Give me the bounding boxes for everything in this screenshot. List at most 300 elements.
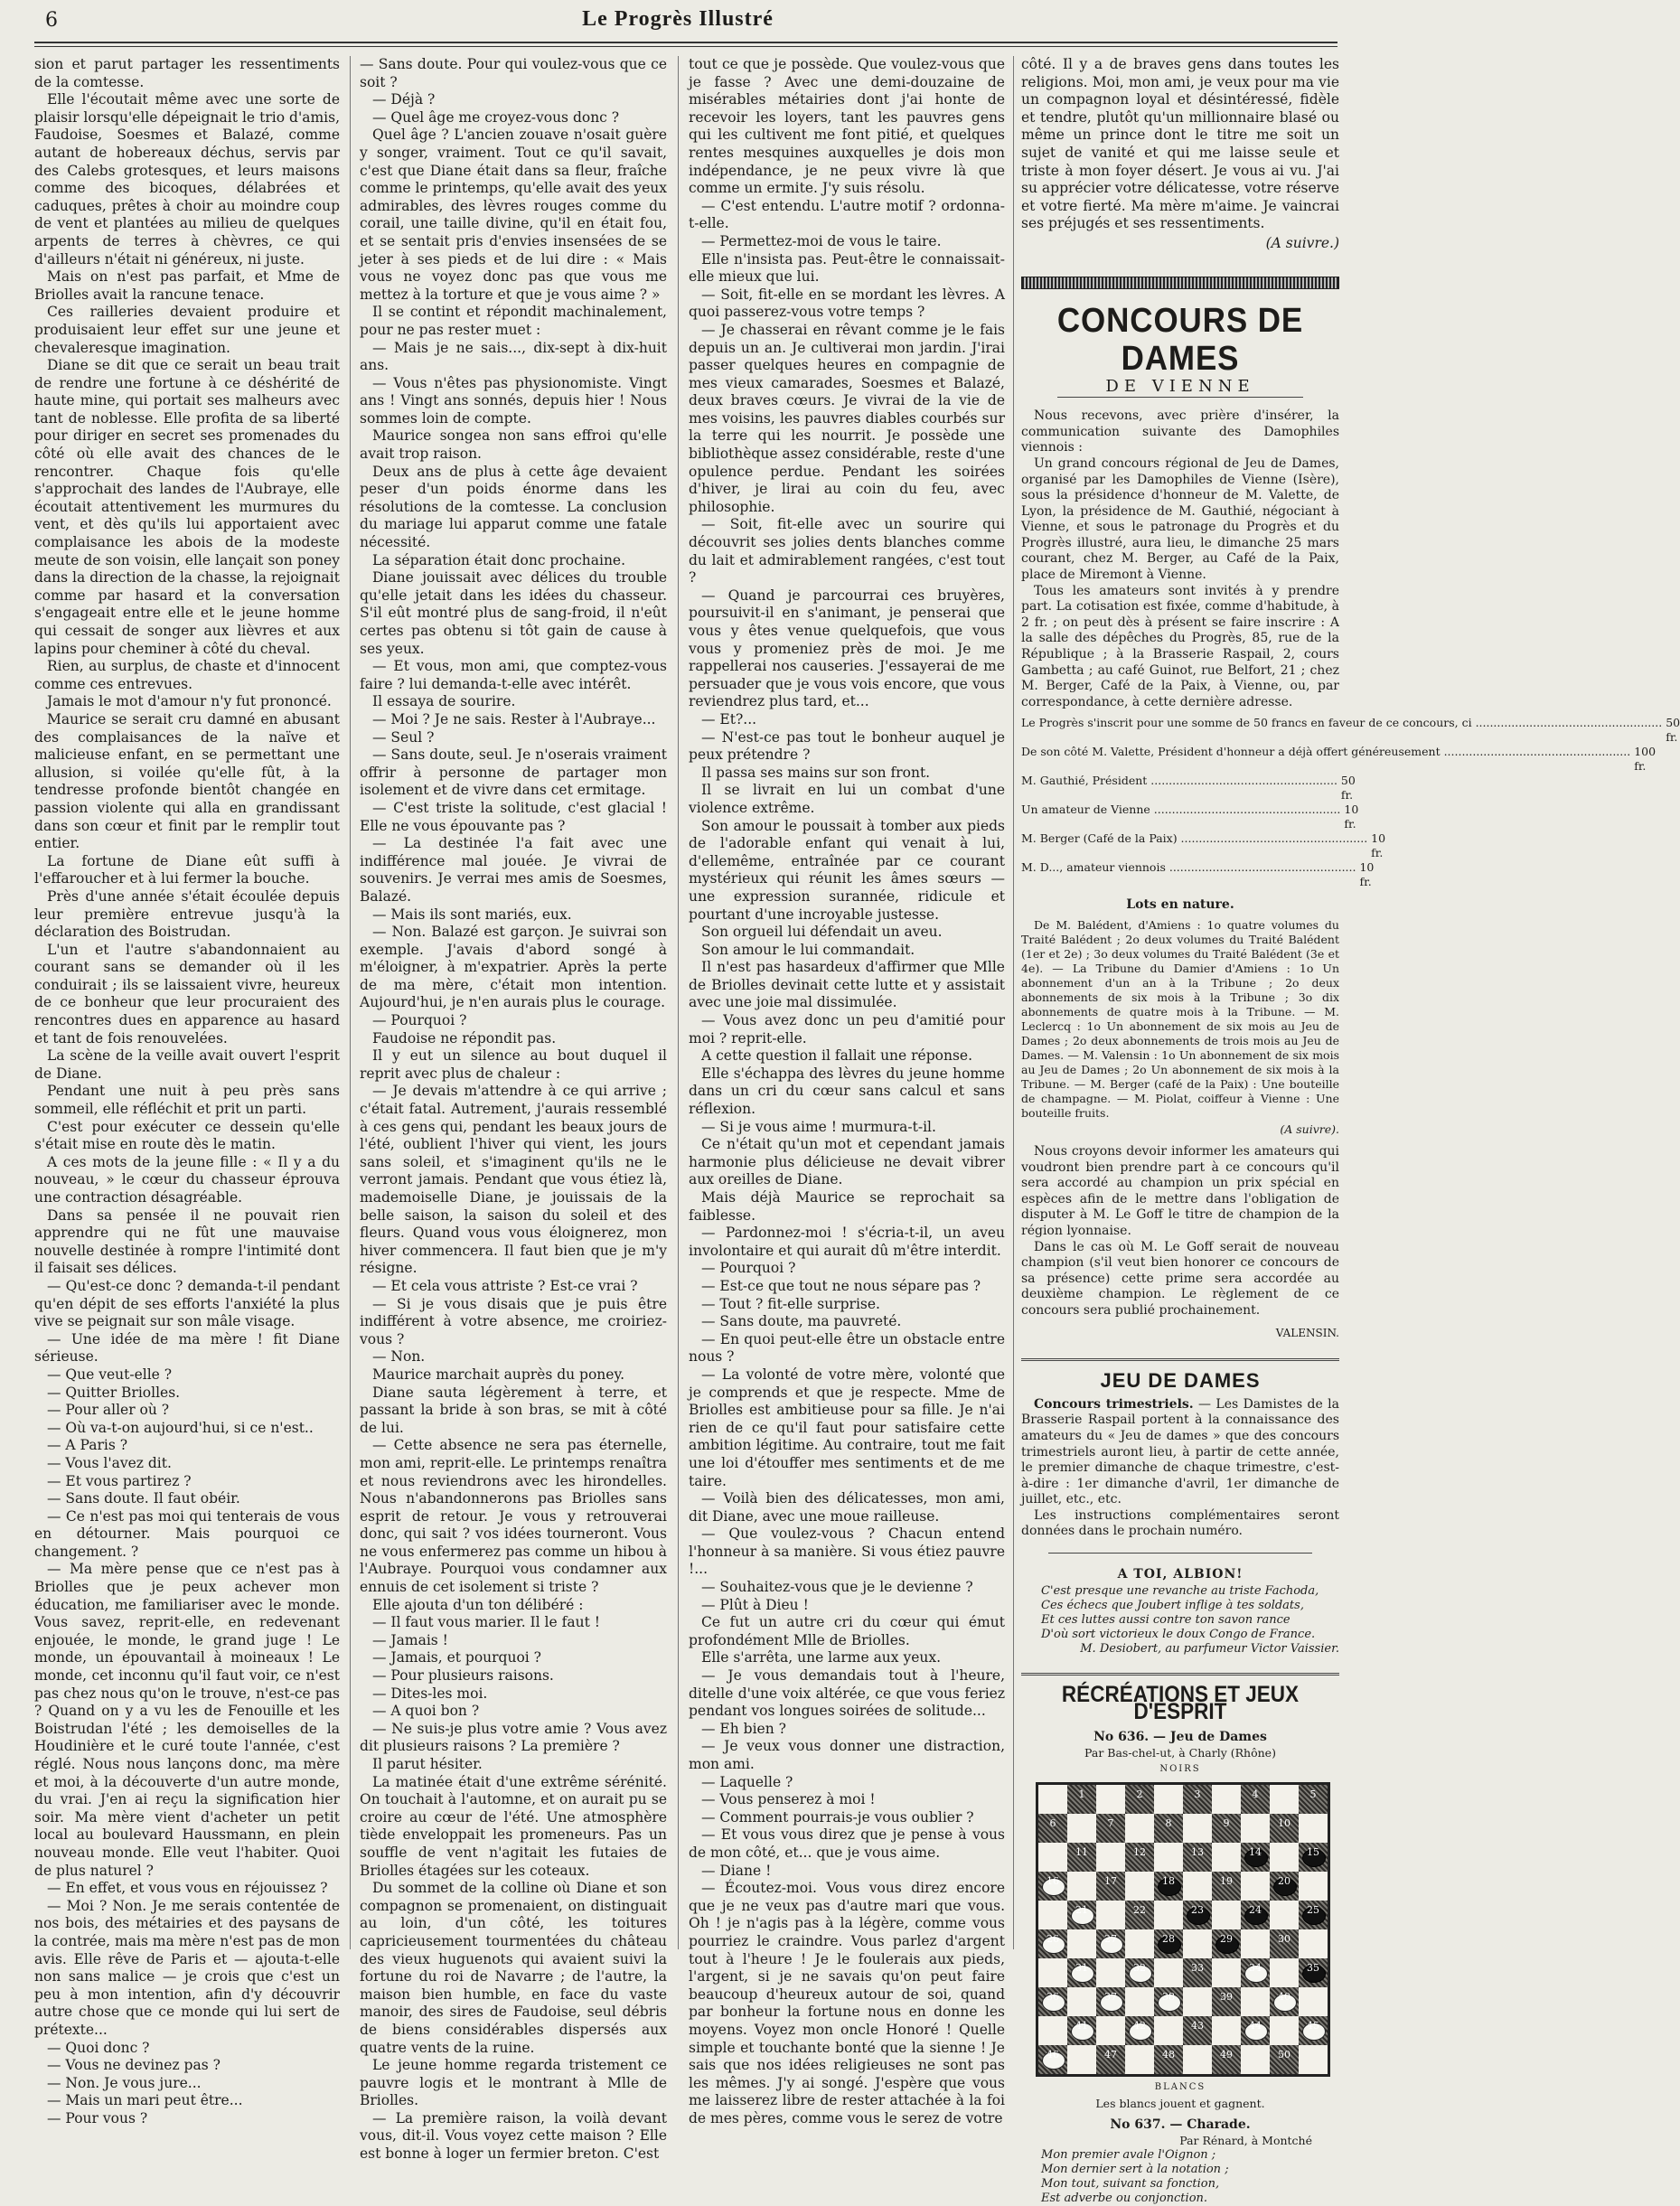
square-number: 19 (1220, 1875, 1233, 1888)
story-paragraph: — Vous ne devinez pas ? (47, 2057, 221, 2074)
board-square-light (1038, 1843, 1067, 1872)
square-number: 50 (1278, 2049, 1291, 2061)
story-paragraph: — Diane ! (701, 1862, 772, 1879)
story-paragraph: — En effet, et vous vous en réjouissez ? (47, 1880, 328, 1897)
board-square-light (1067, 1929, 1096, 1958)
square-number: 28 (1162, 1933, 1175, 1946)
story-paragraph: Diane jouissait avec délices du trouble qu'elle jetait dans les idées du chasseur. S'il eût montré plus de sang-froid, il n'eût certes pas obtenu si tôt gain de cause à ses yeux. (360, 569, 667, 657)
jeu-body: — Les Damistes de la Brasserie Raspail portent à la connaissance des amateurs du « Jeu de dames » que des concours trimestriels auront lieu, à partir de cette année, le premier dimanche de chaque trimestre, c'est-à-dire : 1er dimanche d'avril, 1er dimanche de juillet, etc., etc. (1021, 1396, 1339, 1507)
story-paragraph: — Et cela vous attriste ? Est-ce vrai ? (372, 1277, 638, 1294)
story-paragraph: — Mais un mari peut être... (47, 2092, 243, 2109)
square-number: 22 (1133, 1904, 1146, 1917)
story-column-1 (34, 56, 340, 2126)
board-label-blancs: BLANCS (1154, 2082, 1206, 2093)
story-paragraph: — Ma mère pense que ce n'est pas à Briolles que je peux achever mon éducation, me familiariser avec le monde. Vous savez, reprit-elle, en redevenant enjouée, le monde, le grand juge ! Le monde, un épouvantail à moineaux ! Le monde, cet inconnu qu'il faut voir, ce n'est pas chez nous qu'on le trouve, n'est-ce pas ? Quand on y a vu les de Fenouille et les Boistrudan l'été ; les demoiselles de la Houdinière et le curé toute l'année, c'est réglé. Nous nous lançons donc, ma mère et moi, à la découverte d'un autre monde, du vrai. J'en ai reçu la signification hier soir. Ma mère vient d'acheter un petit local au boulevard Haussmann, en plein nouveau monde. Elle veut l'habiter. Quoi de plus naturel ? (34, 1561, 340, 1879)
verse-line: Mon dernier sert à la notation ; (1041, 2163, 1229, 2177)
board-square-light (1125, 1929, 1154, 1958)
story-paragraph: — Je chasserai en rêvant comme je le fais depuis un an. Je cultiverai mon jardin. J'irai passer quelques heures en compagnie de mes vieux camarades, Soesmes et Balazé, deux braves cœurs. Je vivrai de la vie de mes voisins, les pauvres diables courbés sur la terre qui les nourrit. Je possède une bibliothèque assez considérable, reste d'une opulence perdue. Pendant les soirées d'hiver, je lirai au coin du feu, avec philosophie. (689, 321, 1005, 515)
story-paragraph: — Voilà bien des délicatesses, mon ami, dit Diane, avec une moue railleuse. (689, 1490, 1005, 1525)
board-square-light (1299, 1987, 1328, 2016)
jeu-lead: Concours trimestriels. (1034, 1396, 1194, 1412)
square-number: 16 (1046, 1875, 1059, 1888)
column-divider (350, 56, 351, 1949)
board-square-light (1038, 2016, 1067, 2045)
square-number: 8 (1165, 1817, 1172, 1830)
prize-amount: 100 fr. (1634, 745, 1657, 774)
story-paragraph: Près d'une année s'était écoulée depuis leur première entrevue jusqu'à la déclaration des Boistrudan. (34, 887, 340, 941)
lots-a-suivre: (A suivre). (1280, 1122, 1339, 1136)
board-square-dark (1125, 1901, 1154, 1929)
square-number: 30 (1278, 1933, 1291, 1946)
board-square-light (1241, 2045, 1270, 2074)
board-square-light (1270, 1958, 1299, 1987)
story-paragraph: Il se livrait en lui un combat d'une violence extrême. (689, 782, 1005, 816)
story-paragraph: — Déjà ? (372, 91, 436, 108)
story-paragraph: — Sans doute. Il faut obéir. (47, 1490, 240, 1507)
story-paragraph: Son amour le lui commandait. (701, 941, 915, 958)
board-square-light (1241, 1929, 1270, 1958)
board-square-dark (1270, 1814, 1299, 1843)
square-number: 49 (1220, 2049, 1233, 2061)
story-paragraph: — Sans doute, seul. Je n'oserais vraiment offrir à personne de partager mon isolement et de vivre dans cet ermitage. (360, 746, 667, 799)
story-paragraph: La scène de la veille avait ouvert l'esprit de Diane. (34, 1047, 340, 1082)
concours-title: CONCOURS DE DAMES (1056, 301, 1304, 378)
story-paragraph: — Seul ? (372, 728, 435, 746)
story-paragraph: Dans sa pensée il ne pouvait rien apprendre qui ne fût une mauvaise nouvelle destinée à rompre l'intimité dont il faisait ses délices. (34, 1206, 340, 1277)
square-number: 41 (1075, 2020, 1088, 2032)
story-paragraph: La séparation était donc prochaine. (372, 551, 626, 568)
story-paragraph: — Je veux vous donner une distraction, mon ami. (689, 1738, 1005, 1772)
square-number: 13 (1191, 1846, 1204, 1859)
board-square-dark (1241, 1901, 1270, 1929)
story-paragraph: — Tout ? fit-elle surprise. (701, 1295, 880, 1312)
prize-row (1021, 745, 1657, 774)
story-paragraph: — Quand je parcourrai ces bruyères, poursuivit-il en s'animant, je penserai que vous y êtes venue quelquefois, que vous vous y promeniez près de moi. Je me rappellerai nos causeries. J'essayerai de me persuader que je vous vois encore, que vous reviendrez plus tard, et... (689, 587, 1005, 710)
story-paragraph: — Moi ? Je ne sais. Rester à l'Aubraye... (372, 710, 656, 728)
board-square-light (1154, 1958, 1183, 1987)
board-square-dark (1154, 1929, 1183, 1958)
square-number: 2 (1136, 1788, 1143, 1801)
story-paragraph: Il parut hésiter. (372, 1756, 483, 1772)
square-number: 37 (1104, 1991, 1117, 2004)
square-number: 9 (1223, 1817, 1230, 1830)
board-square-light (1067, 1814, 1096, 1843)
verse-line: D'où sort victorieux le doux Congo de France. (1041, 1627, 1316, 1641)
albion-title: A TOI, ALBION! (1117, 1567, 1244, 1582)
story-paragraph: — Soit, fit-elle en se mordant les lèvres. A quoi passerez-vous votre temps ? (689, 286, 1005, 321)
story-paragraph: — Je vous demandais tout à l'heure, ditelle d'une voix altérée, ce que vous feriez pendant vos longues soirées de solitude... (689, 1667, 1005, 1720)
story-paragraph: — Si je vous disais que je puis être indifférent à votre absence, me croiriez-vous ? (360, 1295, 667, 1347)
concours-paragraph: Tous les amateurs sont invités à y prendre part. La cotisation est fixée, comme d'habitude, à 2 fr. ; on peut dès à présent se faire inscrire : A la salle des dépêches du Progrès, 85, rue de la République ; à la Brasserie Raspail, 2, cours Gambetta ; au café Guinot, rue Belfort, 21 ; chez M. Berger, Café de la Paix, à Vienne, ou, par correspondance, à cette dernière adresse. (1021, 583, 1339, 709)
square-number: 47 (1104, 2049, 1117, 2061)
board-square-dark (1212, 1929, 1241, 1958)
story-paragraph: — Pourquoi ? (372, 1012, 467, 1029)
story-paragraph: Elle n'insista pas. Peut-être le connaissait-elle mieux que lui. (689, 250, 1005, 286)
square-number: 6 (1049, 1817, 1056, 1830)
board-square-dark (1067, 1785, 1096, 1814)
prize-amount: 10 fr. (1344, 803, 1359, 831)
square-number: 26 (1046, 1933, 1059, 1946)
square-number: 17 (1104, 1875, 1117, 1888)
square-number: 5 (1309, 1788, 1317, 1801)
prize-amount: 50 fr. (1666, 716, 1680, 745)
signature: VALENSIN. (1275, 1326, 1339, 1339)
square-number: 25 (1307, 1904, 1319, 1917)
story-paragraph: Le jeune homme regarda tristement ce pauvre logis et le montrant à Mlle de Briolles. (360, 2057, 667, 2109)
story-paragraph: — Souhaitez-vous que je le devienne ? (701, 1579, 973, 1596)
story-paragraph: — Si je vous aime ! murmura-t-il. (701, 1118, 936, 1135)
story-paragraph: — Quel âge me croyez-vous donc ? (372, 108, 620, 126)
story-paragraph: Il y eut un silence au bout duquel il reprit avec plus de chaleur : (360, 1047, 667, 1082)
story-paragraph: Ce n'était qu'un mot et cependant jamais harmonie plus délicieuse ne devait vibrer aux oreilles de Diane. (689, 1136, 1005, 1188)
board-square-light (1154, 1785, 1183, 1814)
story-paragraph: — Non. Balazé est garçon. Je suivrai son exemple. J'avais d'abord songé à m'éloigner, à m'expatrier. Après la perte de ma mère, c'était mon intention. Aujourd'hui, je n'en aurais plus le courage. (360, 924, 667, 1011)
story-paragraph: Mais déjà Maurice se reprochait sa faiblesse. (689, 1189, 1005, 1224)
board-square-dark (1183, 1785, 1212, 1814)
board-square-dark (1270, 1987, 1299, 2016)
albion-author: M. Desiobert, au parfumeur Victor Vaissier. (1080, 1641, 1339, 1656)
square-number: 20 (1278, 1875, 1291, 1888)
board-square-dark (1154, 2045, 1183, 2074)
masthead-title: Le Progrès Illustré (582, 7, 774, 31)
story-paragraph: A ces mots de la jeune fille : « Il y a du nouveau, » le cœur du chasseur éprouva une contraction désagréable. (34, 1153, 340, 1206)
story-paragraph: Quel âge ? L'ancien zouave n'osait guère y songer, vraiment. Tout ce qu'il savait, c'est que Diane était dans sa fleur, fraîche comme le printemps, qu'elle avait des yeux admirables, des lèvres rouges comme du corail, une taille divine, qu'il en était fou, et se sentait pris d'envies insensées de se jeter à ses pieds et de lui dire : « Mais vous ne voyez donc pas que vous me mettez à la torture et que je vous aime ? » (360, 127, 668, 303)
board-square-light (1212, 1785, 1241, 1814)
jeu-body-2: Les instructions complémentaires seront données dans le prochain numéro. (1021, 1507, 1339, 1539)
story-paragraph: — C'est triste la solitude, c'est glacial ! Elle ne vous épouvante pas ? (360, 799, 667, 834)
square-number: 4 (1252, 1788, 1259, 1801)
header-rule (34, 42, 1337, 43)
story-paragraph: Il se contint et répondit machinalement, pour ne pas rester muet : (360, 304, 667, 338)
story-paragraph: — Qu'est-ce donc ? demanda-t-il pendant qu'en dépit de ses efforts l'anxiété la plus vive se peignait sur son mâle visage. (34, 1277, 340, 1330)
board-square-light (1096, 2016, 1125, 2045)
story-paragraph: — Sans doute. Pour qui voulez-vous que ce soit ? (360, 56, 667, 90)
square-number: 43 (1191, 2020, 1204, 2032)
board-square-dark (1212, 2045, 1241, 2074)
story-paragraph: Maurice songea non sans effroi qu'elle avait trop raison. (360, 427, 667, 463)
divider (1048, 1553, 1312, 1554)
board-square-light (1154, 2016, 1183, 2045)
board-square-dark (1038, 1814, 1067, 1843)
board-square-dark (1270, 2045, 1299, 2074)
story-paragraph: Diane se dit que ce serait un beau trait de rendre une fortune à ce déshérité de haute mine, qui portait ses malheurs avec tant de noblesse. Elle profita de sa liberté pour diriger en secret ses promenades du côté où elle avait des chances de le rencontrer. Chaque fois qu'elle s'approchait des landes de l'Aubraye, elle écoutait attentivement les murmures du vent, et dès qu'ils lui apportaient avec complaisance les abois de la modeste meute de son voisin, elle lançait son poney dans la direction de la chasse, la rejoignait comme par hasard et la conversation s'engageait entre elle et le jeune homme qui cessait de songer aux lièvres et aux lapins pour cheminer à côté du cheval. (34, 357, 340, 657)
story-paragraph: — Et vous, mon ami, que comptez-vous faire ? lui demanda-t-elle avec intérêt. (360, 658, 667, 692)
square-number: 23 (1191, 1904, 1204, 1917)
board-square-dark (1241, 1785, 1270, 1814)
story-conclusion (1021, 56, 1339, 233)
story-paragraph: — Une idée de ma mère ! fit Diane sérieuse. (34, 1330, 340, 1366)
square-number: 21 (1075, 1904, 1088, 1917)
square-number: 10 (1278, 1817, 1291, 1830)
board-square-dark (1270, 1929, 1299, 1958)
board-square-light (1096, 1785, 1125, 1814)
board-square-light (1299, 1814, 1328, 1843)
story-paragraph: côté. Il y a de braves gens dans toutes les religions. Moi, mon ami, je veux pour ma vie un compagnon loyal et désintéressé, fidèle et tendre, plutôt qu'un millionnaire blasé ou même un prince dont le titre me soit un sujet de vanité et qui me laisse seule et triste à mon foyer désert. Je vous ai vu. J'ai su apprécier votre délicatesse, votre réserve et votre fierté. Ma mère m'aime. Je vaincrai ses préjugés et ses ressentiments. (1021, 56, 1339, 232)
story-paragraph: — Est-ce que tout ne nous sépare pas ? (701, 1277, 981, 1294)
story-paragraph: tout ce que je possède. Que voulez-vous que je fasse ? Avec une demi-douzaine de misérables métairies dont j'ai honte de recevoir les loyers, tant les pauvres gens qui les cultivent me font pitié, et quelques rentes mesquines auxquelles je dois mon indépendance, je ne peux vivre là que comme un ermite. J'y suis résolu. (689, 56, 1005, 197)
board-square-light (1212, 2016, 1241, 2045)
board-square-light (1038, 1901, 1067, 1929)
story-paragraph: Mais on n'est pas parfait, et Mme de Briolles avait la rancune tenace. (34, 268, 340, 303)
square-number: 32 (1133, 1962, 1146, 1975)
story-paragraph: — Écoutez-moi. Vous vous direz encore que je ne veux pas d'autre mari que vous. Oh ! je n'agis pas à la légère, comme vous pourriez le craindre. Vous parlez d'argent tout à l'heure ! Je le foulerais aux pieds, l'argent, si je ne savais qu'on peut faire beaucoup d'heureux autour de soi, quand par bonheur la fortune nous en donne les moyens. Voyez mon oncle Honoré ! Quelle simple et touchante bonté que la sienne ! Je sais que nos idées religieuses ne sont pas les mêmes. J'y ai songé. J'espère que vous me laisserez libre de rester attachée à la foi de mes pères, comme vous le serez de votre (689, 1880, 1005, 2126)
board-square-dark (1038, 2045, 1067, 2074)
board-square-dark (1241, 2016, 1270, 2045)
page-header (0, 0, 1356, 40)
story-paragraph: — C'est entendu. L'autre motif ? ordonna-t-elle. (689, 197, 1005, 232)
board-square-dark (1067, 1843, 1096, 1872)
concours-intro: Nous recevons, avec prière d'insérer, la communication suivante des Damophiles viennois : (1021, 408, 1339, 455)
story-paragraph: Deux ans de plus à cette âge devaient peser d'un poids énorme dans les résolutions de la comtesse. La conclusion du mariage lui apparut comme une fatale nécessité. (360, 463, 667, 551)
square-number: 11 (1075, 1846, 1088, 1859)
prize-row (1021, 860, 1375, 889)
square-number: 45 (1307, 2020, 1319, 2032)
board-square-dark (1183, 1901, 1212, 1929)
square-number: 34 (1249, 1962, 1262, 1975)
board-square-dark (1096, 1814, 1125, 1843)
story-paragraph: C'est pour exécuter ce dessein qu'elle s'était mise en route dès le matin. (34, 1118, 340, 1153)
square-number: 35 (1307, 1962, 1319, 1975)
prize-label: Le Progrès s'inscrit pour une somme de 50 francs en faveur de ce concours, ci ..... (1021, 716, 1662, 745)
board-square-light (1212, 1901, 1241, 1929)
problem-author: Par Bas-chel-ut, à Charly (Rhône) (1084, 1746, 1276, 1760)
board-square-light (1299, 1929, 1328, 1958)
board-square-light (1183, 1987, 1212, 2016)
board-square-dark (1038, 1987, 1067, 2016)
story-paragraph: — Eh bien ? (701, 1720, 786, 1737)
square-number: 31 (1075, 1962, 1088, 1975)
story-paragraph: — Pour vous ? (47, 2109, 148, 2126)
story-paragraph: Ce fut un autre cri du cœur qui émut profondément Mlle de Briolles. (689, 1614, 1005, 1648)
story-paragraph: — Que veut-elle ? (47, 1366, 173, 1383)
board-square-dark (1154, 1987, 1183, 2016)
prize-row (1021, 774, 1356, 803)
header-rule-thin (34, 46, 1337, 47)
board-square-light (1125, 2045, 1154, 2074)
problem-caption: Les blancs jouent et gagnent. (1095, 2096, 1265, 2110)
board-square-light (1096, 1843, 1125, 1872)
board-square-dark (1183, 1843, 1212, 1872)
story-paragraph: — Non. (372, 1348, 426, 1366)
concours-paragraph: Un grand concours régional de Jeu de Dames, organisé par les Damophiles de Vienne (Isère), sous la présidence d'honneur de M. Valette, de Lyon, la présidence de M. Gauthié, négociant à Vienne, et sous le patronage du Progrès et du Progrès illustré, aura lieu, le dimanche 25 mars courant, chez M. Berger, au Café de la Paix, place de Miremont à Vienne. (1021, 455, 1339, 583)
story-paragraph: — Vous penserez à moi ! (701, 1791, 876, 1808)
story-paragraph: sion et parut partager les ressentiments de la comtesse. (34, 56, 340, 90)
board-square-dark (1299, 2016, 1328, 2045)
board-label-noirs: NOIRS (1159, 1764, 1201, 1775)
story-paragraph: — Vous l'avez dit. (47, 1454, 172, 1471)
story-paragraph: — N'est-ce pas tout le bonheur auquel je peux prétendre ? (689, 728, 1005, 764)
board-square-light (1067, 1872, 1096, 1901)
square-number: 46 (1046, 2049, 1059, 2061)
board-square-dark (1154, 1814, 1183, 1843)
board-square-light (1096, 1901, 1125, 1929)
square-number: 27 (1104, 1933, 1117, 1946)
story-paragraph: Maurice se serait cru damné en abusant des complaisances de la naïve et malicieuse enfant, en se permettant une allusion, si voilée qu'elle fût, à la tendresse profonde bientôt changée en passion violente qui alla en grandissant dans son cœur et finit par le remplir tout entier. (34, 710, 340, 852)
story-paragraph: L'un et l'autre s'abandonnaient au courant sans se demander où il les conduirait ; ils se laissaient vivre, heureux de ce bonheur que leur procuraient des rencontres dues en apparence au hasard et tant de fois renouvelées. (34, 941, 340, 1047)
board-square-light (1067, 2045, 1096, 2074)
verse-line: C'est presque une revanche au triste Fachoda, (1041, 1583, 1319, 1598)
story-paragraph: — Vous n'êtes pas physionomiste. Vingt ans ! Vingt ans sonnés, depuis hier ! Nous sommes loin de compte. (360, 374, 667, 427)
page-number: 6 (45, 9, 58, 32)
square-number: 36 (1046, 1991, 1059, 2004)
board-square-dark (1067, 1958, 1096, 1987)
story-paragraph: — Où va-t-on aujourd'hui, si ce n'est.. (47, 1419, 314, 1436)
story-paragraph: Faudoise ne répondit pas. (372, 1029, 557, 1047)
board-square-dark (1038, 1872, 1067, 1901)
story-paragraph: — Sans doute, ma pauvreté. (701, 1313, 902, 1330)
story-paragraph: — Jamais, et pourquoi ? (372, 1649, 541, 1666)
board-square-light (1299, 2045, 1328, 2074)
board-square-dark (1067, 2016, 1096, 2045)
story-paragraph: Elle l'écoutait même avec une sorte de plaisir lorsqu'elle dépeignait le trio d'amis, Faudoise, Soesmes et Balazé, comme autant de hobereaux déchus, servis par des Calebs grotesques, et leurs maisons comme des bicoques, délabrées et caduques, prêtes à choir au moindre coup de vent et plantées au milieu de quelques arpents de terres à chèvres, ce qui d'ailleurs n'était ni généreux, ni juste. (34, 91, 340, 268)
board-square-light (1241, 1987, 1270, 2016)
story-paragraph: Elle ajouta d'un ton délibéré : (372, 1596, 584, 1613)
story-paragraph: — Que voulez-vous ? Chacun entend l'honneur à sa manière. Si vous étiez pauvre !... (689, 1525, 1005, 1578)
story-paragraph: — La destinée l'a fait avec une indifférence mal jouée. Je vivrai de souvenirs. Je verrai mes amis de Soesmes, Balazé. (360, 835, 667, 905)
board-square-dark (1212, 1814, 1241, 1843)
board-square-dark (1125, 2016, 1154, 2045)
story-paragraph: — Je devais m'attendre à ce qui arrive ; c'était fatal. Autrement, j'aurais ressemblé à ces gens qui, pendant les beaux jours de l'été, oublient l'hiver qui vient, les jours sans soleil, et s'imaginent qu'ils ne le verront jamais. Pendant que vous étiez là, mademoiselle Diane, je jouissais de la belle saison, la saison du soleil et des fleurs. Quand vous vous éloignerez, mon hiver commencera. Il faut bien que je m'y résigne. (360, 1083, 667, 1277)
story-paragraph: — Ne suis-je plus votre amie ? Vous avez dit plusieurs raisons ? La première ? (360, 1720, 667, 1755)
board-square-light (1241, 1814, 1270, 1843)
board-square-light (1125, 1872, 1154, 1901)
board-square-dark (1125, 1843, 1154, 1872)
square-number: 1 (1078, 1788, 1085, 1801)
story-paragraph: La fortune de Diane eût suffi à l'effaroucher et à lui fermer la bouche. (34, 852, 340, 887)
square-number: 33 (1191, 1962, 1204, 1975)
story-paragraph: — Pour aller où ? (47, 1402, 170, 1419)
story-paragraph: — Il faut vous marier. Il le faut ! (372, 1614, 600, 1631)
square-number: 18 (1162, 1875, 1175, 1888)
board-square-light (1212, 1843, 1241, 1872)
story-paragraph: Elle s'arrêta, une larme aux yeux. (701, 1649, 942, 1666)
charade-author: Par Rénard, à Montché (1179, 2134, 1312, 2148)
story-paragraph: A cette question il fallait une réponse. (701, 1047, 973, 1065)
board-square-light (1183, 1814, 1212, 1843)
story-paragraph: — Quitter Briolles. (47, 1384, 181, 1401)
section-separator (1021, 277, 1339, 289)
story-paragraph: — A quoi bon ? (372, 1703, 480, 1720)
board-square-dark (1096, 1872, 1125, 1901)
board-square-light (1270, 1843, 1299, 1872)
prize-amount: 50 fr. (1340, 774, 1356, 803)
story-paragraph: — Quoi donc ? (47, 2039, 150, 2056)
prize-label: M. Gauthié, Président ..... (1021, 774, 1337, 803)
square-number: 48 (1162, 2049, 1175, 2061)
verse-line: Et ces luttes aussi contre ton savon rance (1041, 1612, 1291, 1627)
prize-row (1021, 831, 1386, 860)
square-number: 24 (1249, 1904, 1262, 1917)
story-paragraph: Jamais le mot d'amour n'y fut prononcé. (47, 693, 332, 710)
verse-line: Ces échecs que Joubert inflige à tes soldats, (1041, 1598, 1304, 1612)
square-number: 3 (1194, 1788, 1201, 1801)
story-paragraph: — Et vous vous direz que je pense à vous de mon côté, et... que je vous aime. (689, 1826, 1005, 1861)
story-paragraph: — Plût à Dieu ! (701, 1596, 809, 1613)
story-paragraph: Elle s'échappa des lèvres du jeune homme dans un cri du cœur sans calcul et sans réflexion. (689, 1065, 1005, 1118)
square-number: 14 (1249, 1846, 1262, 1859)
story-paragraph: — Et?... (701, 710, 757, 728)
story-paragraph: — Pardonnez-moi ! s'écria-t-il, un aveu involontaire et qui aurait dû m'être interdit. (689, 1225, 1005, 1259)
board-square-light (1212, 1958, 1241, 1987)
prize-label: De son côté M. Valette, Président d'honneur a déjà offert généreusement ..... (1021, 745, 1630, 774)
square-number: 39 (1220, 1991, 1233, 2004)
prize-label: Un amateur de Vienne ..... (1021, 803, 1340, 831)
board-square-dark (1154, 1872, 1183, 1901)
board-square-light (1154, 1843, 1183, 1872)
prize-label: M. D..., amateur viennois ..... (1021, 860, 1356, 889)
story-paragraph: Maurice marchait auprès du poney. (372, 1366, 625, 1383)
square-number: 38 (1162, 1991, 1175, 2004)
square-number: 44 (1249, 2020, 1262, 2032)
story-column-3 (689, 56, 1005, 2126)
story-paragraph: Il essaya de sourire. (372, 693, 516, 710)
recreations-title: RÉCRÉATIONS ET JEUX D'ESPRIT (1061, 1681, 1300, 1725)
board-square-dark (1067, 1901, 1096, 1929)
board-square-light (1270, 2016, 1299, 2045)
story-paragraph: — Pour plusieurs raisons. (372, 1667, 554, 1685)
story-paragraph: — Moi ? Non. Je me serais contentée de nos bois, des métairies et des paysans de la contrée, mais ma mère n'est pas de mon avis. Elle rêve de Paris et — ajouta-t-elle non sans malice — je crois que c'est un peu à mon intention, afin d'y découvrir autre chose que ce monde qui lui sert de prétexte... (34, 1897, 340, 2038)
verse-line: Mon premier avale l'Oignon ; (1041, 2148, 1216, 2163)
prize-list (1021, 745, 1657, 889)
story-paragraph: — A Paris ? (47, 1437, 128, 1454)
board-square-light (1270, 1785, 1299, 1814)
story-paragraph: — Jamais ! (372, 1631, 448, 1648)
story-paragraph: — Ce n'est pas moi qui tenterais de vous en détourner. Mais pourquoi ce changement. ? (34, 1507, 340, 1560)
lots-text: De M. Balédent, d'Amiens : 1o quatre volumes du Traité Balédent ; 2o deux volumes du Traité Balédent (1er et 2e) ; 3o deux volumes du Traité Balédent (3e et 4e). — La Tribune du Damier d'Amiens : 1o Un abonnement d'un an à la Tribune ; 2o deux abonnements de six mois à la Tribune ; 3o dix abonnements de quatre mois à la Tribune. — M. Leclercq : 1o Un abonnement de six mois au Jeu de Dames ; 2o deux abonnements de trois mois au Jeu de Dames. — M. Valensin : 1o Un abonnement de six mois au Jeu de Dames ; 2o Un abonnement de six mois à la Tribune. — M. Berger (café de la Paix) : Une bouteille de champagne. — M. Piolat, coiffeur à Vienne : Une bouteille fruits. (1021, 918, 1339, 1120)
square-number: 40 (1278, 1991, 1291, 2004)
verse-line: Est adverbe ou conjonction. (1041, 2192, 1208, 2206)
board-square-light (1183, 2045, 1212, 2074)
checkers-board-wrap (1036, 1782, 1325, 2077)
concours-note: Nous croyons devoir informer les amateurs qui voudront bien prendre part à ce concours qu'il sera accordé au champion un prix spécial en espèces afin de le mettre dans l'obligation de disputer à M. Le Goff le titre de champion de la région lyonnaise. (1021, 1144, 1339, 1238)
lots-title: Lots en nature. (1126, 897, 1234, 913)
section-rule (1021, 1358, 1339, 1361)
concours-note-2: Dans le cas où M. Le Goff serait de nouveau champion (s'il veut bien honorer ce concours de sa présence) cette prime sera accordée au deuxième champion. Le règlement de ce concours sera publié prochainement. (1021, 1239, 1339, 1318)
board-square-light (1038, 1785, 1067, 1814)
board-square-light (1038, 1958, 1067, 1987)
a-suivre: (A suivre.) (1265, 234, 1339, 251)
board-square-dark (1299, 1958, 1328, 1987)
board-square-dark (1125, 1785, 1154, 1814)
prize-amount: 10 fr. (1359, 860, 1375, 889)
story-paragraph: Ces railleries devaient produire et produisaient leur effet sur une jeune et chevaleresque imagination. (34, 304, 340, 356)
board-square-dark (1038, 1929, 1067, 1958)
story-paragraph: — La volonté de votre mère, volonté que je comprends et que je respecte. Mme de Briolles est ambitieuse pour sa fille. Je n'ai rien de ce qu'il faut pour satisfaire cette ambition légitime. Au contraire, tout me fait une loi d'étouffer mes sentiments et de me taire. (689, 1366, 1005, 1489)
story-paragraph: Rien, au surplus, de chaste et d'innocent comme ces entrevues. (34, 658, 340, 692)
story-paragraph: La matinée était d'une extrême sérénité. On touchait à l'automne, et on aurait pu se croire au cœur de l'été. Une atmosphère tiède enveloppait les promeneurs. Pas un souffle de vent n'agitait les futaies de Briolles étagées sur les coteaux. (360, 1773, 667, 1879)
board-square-light (1096, 1958, 1125, 1987)
square-number: 29 (1220, 1933, 1233, 1946)
board-square-dark (1241, 1958, 1270, 1987)
prize-row (1021, 716, 1680, 745)
board-square-dark (1212, 1872, 1241, 1901)
board-square-light (1125, 1814, 1154, 1843)
column-4 (1021, 56, 1680, 2206)
prize-label: M. Berger (Café de la Paix) ..... (1021, 831, 1367, 860)
board-square-dark (1241, 1843, 1270, 1872)
problem-number: No 636. — Jeu de Dames (1093, 1729, 1267, 1744)
board-square-dark (1125, 1958, 1154, 1987)
board-square-light (1270, 1901, 1299, 1929)
board-square-light (1299, 1872, 1328, 1901)
story-paragraph: — Mais je ne sais..., dix-sept à dix-huit ans. (360, 339, 667, 374)
story-paragraph: — Cette absence ne sera pas éternelle, mon ami, reprit-elle. Le printemps renaîtra et nous reviendrons avec les hirondelles. Nous n'abandonnerons pas Briolles sans esprit de retour. Je vous y retrouverai donc, qui sait ? vos idées tourneront. Vous ne vous enfermerez pas comme un hibou à l'Aubraye. Pourquoi vous condamner aux ennuis de cet isolement si triste ? (360, 1437, 667, 1596)
board-square-light (1067, 1987, 1096, 2016)
story-paragraph: — Vous avez donc un peu d'amitié pour moi ? reprit-elle. (689, 1012, 1005, 1047)
board-square-light (1241, 1872, 1270, 1901)
story-paragraph: — En quoi peut-elle être un obstacle entre nous ? (689, 1330, 1005, 1366)
prize-row (1021, 803, 1359, 831)
